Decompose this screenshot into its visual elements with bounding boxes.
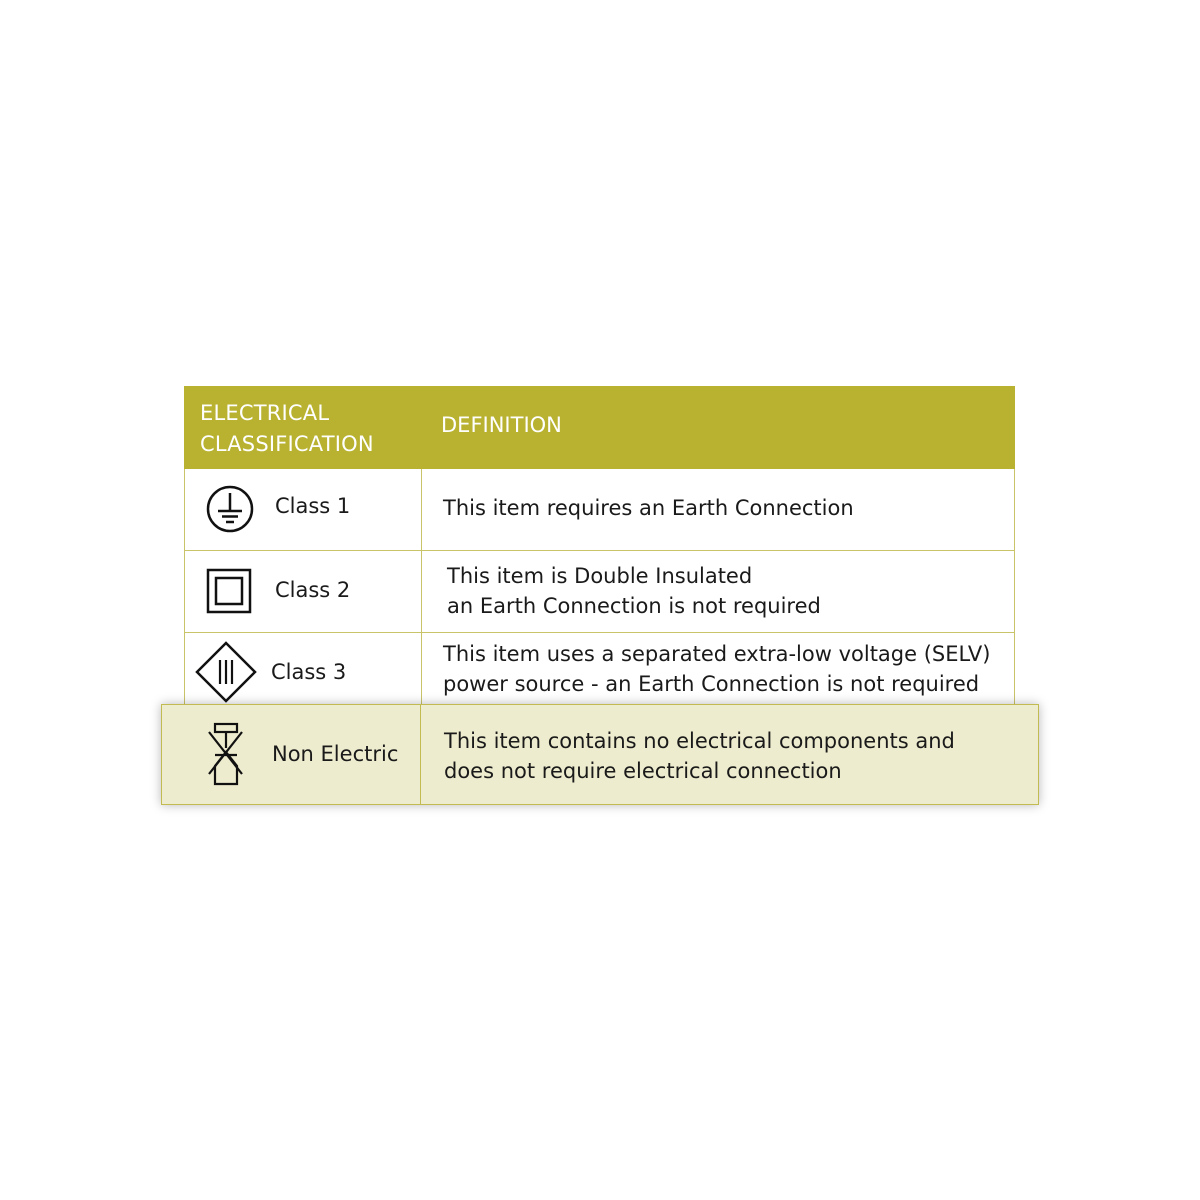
selv-diamond-icon bbox=[195, 641, 257, 703]
row-definition-class-2 bbox=[447, 561, 821, 621]
non-electric-icon bbox=[206, 722, 246, 788]
definition-line: power source - an Earth Connection is not required bbox=[443, 672, 980, 696]
row-label-class-2: Class 2 bbox=[275, 578, 351, 602]
table-row-non-electric-highlighted bbox=[161, 704, 1039, 805]
double-insulated-icon bbox=[206, 568, 252, 614]
row-definition-class-3 bbox=[443, 639, 990, 699]
table-row-class-3 bbox=[184, 633, 1015, 705]
header-definition: DEFINITION bbox=[441, 413, 562, 437]
table-row-class-2 bbox=[184, 551, 1015, 633]
header-classification-line2: CLASSIFICATION bbox=[200, 432, 374, 456]
header-classification bbox=[200, 398, 374, 460]
column-divider bbox=[421, 551, 422, 632]
definition-line: This item is Double Insulated bbox=[447, 564, 753, 588]
definition-line: does not require electrical connection bbox=[444, 759, 842, 783]
definition-line: This item contains no electrical components and bbox=[444, 729, 955, 753]
table-row-class-1 bbox=[184, 469, 1015, 551]
row-definition-class-1 bbox=[443, 493, 854, 523]
definition-line: This item requires an Earth Connection bbox=[443, 496, 854, 520]
earth-ground-icon bbox=[205, 484, 255, 534]
column-divider bbox=[421, 469, 422, 550]
header-classification-line1: ELECTRICAL bbox=[200, 401, 330, 425]
definition-line: an Earth Connection is not required bbox=[447, 594, 821, 618]
definition-line: This item uses a separated extra-low voltage (SELV) bbox=[443, 642, 991, 666]
table-header bbox=[184, 386, 1015, 469]
row-label-class-3: Class 3 bbox=[271, 660, 347, 684]
column-divider bbox=[420, 705, 421, 804]
row-label-non-electric: Non Electric bbox=[272, 742, 399, 766]
column-divider bbox=[421, 633, 422, 705]
row-definition-non-electric bbox=[444, 726, 955, 786]
row-label-class-1: Class 1 bbox=[275, 494, 351, 518]
